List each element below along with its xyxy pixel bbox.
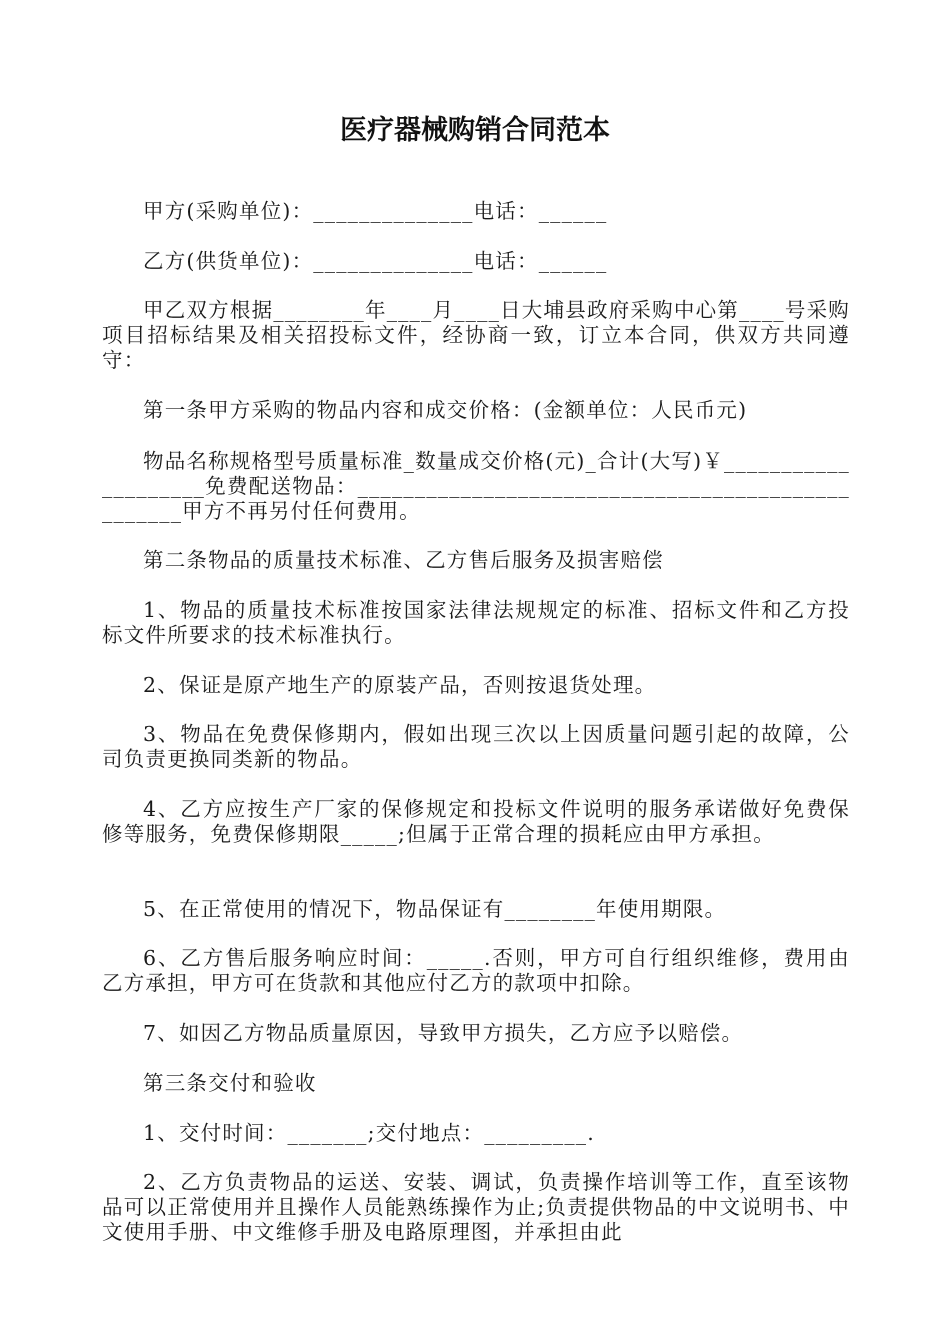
article-three-clause-2: 2、乙方负责物品的运送、安装、调试，负责操作培训等工作，直至该物品可以正常使用并且操作人员能熟练操作为止;负责提供物品的中文说明书、中文使用手册、中文维修手册及电路原理图，并承担由此: [102, 1170, 850, 1244]
article-two-clause-4: 4、乙方应按生产厂家的保修规定和投标文件说明的服务承诺做好免费保修等服务，免费保修期限_____;但属于正常合理的损耗应由甲方承担。: [102, 797, 850, 846]
article-two-clause-7: 7、如因乙方物品质量原因，导致甲方损失，乙方应予以赔偿。: [143, 1021, 744, 1045]
article-three-clause-1: 1、交付时间：_______;交付地点：_________.: [143, 1121, 595, 1145]
document-title: 医疗器械购销合同范本: [340, 115, 610, 146]
article-one-heading: 第一条甲方采购的物品内容和成交价格：(金额单位：人民币元): [143, 398, 748, 422]
article-two-clause-3: 3、物品在免费保修期内，假如出现三次以上因质量问题引起的故障，公司负责更换同类新的物品。: [102, 722, 850, 771]
preamble-paragraph: 甲乙双方根据________年____月____日大埔县政府采购中心第____号采购项目招标结果及相关招投标文件，经协商一致，订立本合同，供双方共同遵守：: [102, 298, 850, 372]
article-one-items: 物品名称规格型号质量标准_数量成交价格(元)_合计(大写)￥____________________免费配送物品：__________________________________________________甲方不再另付任何费用。: [102, 449, 850, 523]
article-two-clause-1: 1、物品的质量技术标准按国家法律法规规定的标准、招标文件和乙方投标文件所要求的技术标准执行。: [102, 598, 850, 647]
party-b-line: 乙方(供货单位)：______________电话：______: [143, 249, 608, 273]
article-two-clause-2: 2、保证是原产地生产的原装产品，否则按退货处理。: [143, 673, 657, 697]
article-two-heading: 第二条物品的质量技术标准、乙方售后服务及损害赔偿: [143, 548, 664, 572]
article-two-clause-5: 5、在正常使用的情况下，物品保证有________年使用期限。: [143, 897, 727, 921]
article-two-clause-6: 6、乙方售后服务响应时间：_____.否则，甲方可自行组织维修，费用由乙方承担，甲方可在货款和其他应付乙方的款项中扣除。: [102, 946, 850, 995]
article-three-heading: 第三条交付和验收: [143, 1071, 317, 1095]
party-a-line: 甲方(采购单位)：______________电话：______: [143, 199, 608, 223]
